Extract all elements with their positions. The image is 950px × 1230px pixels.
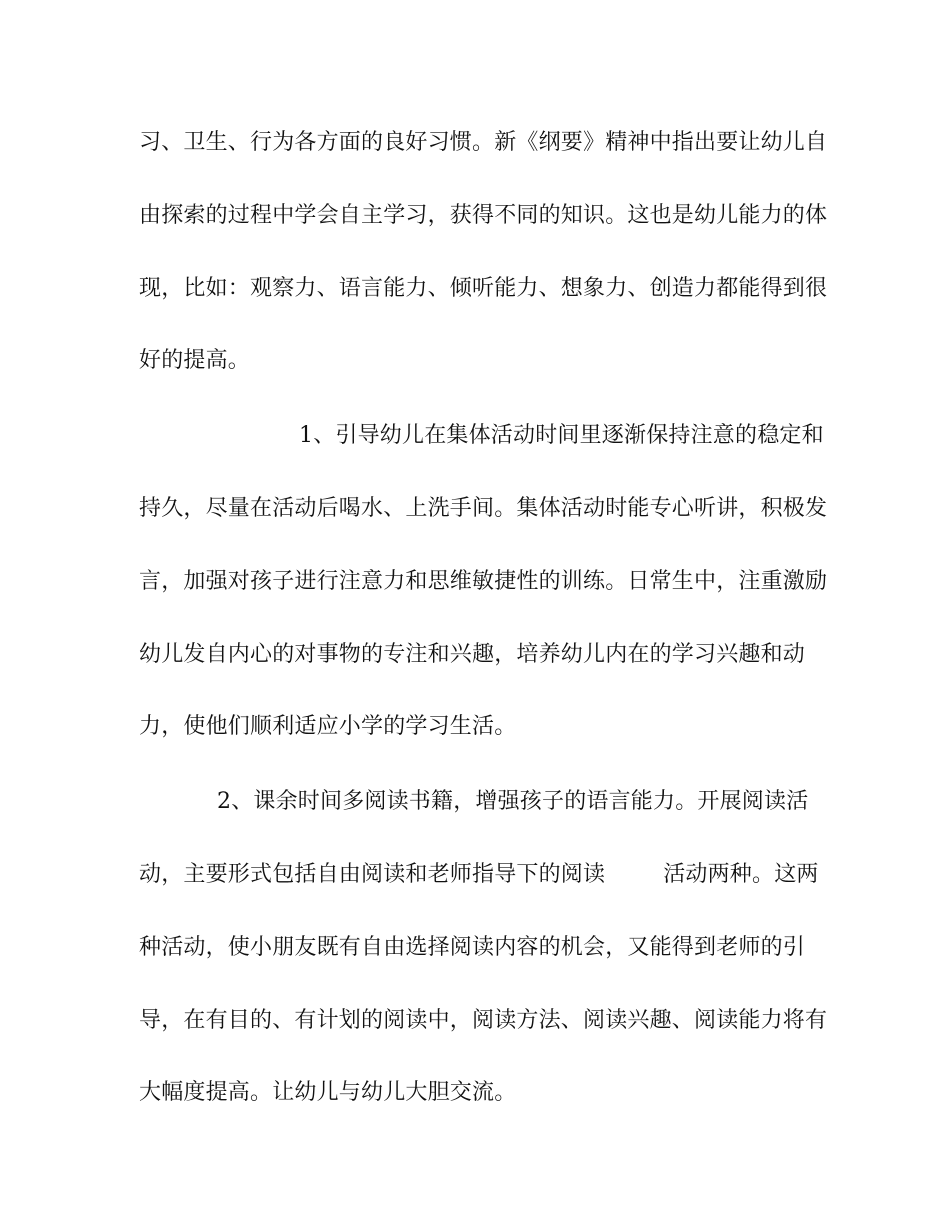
text-line: 习、卫生、行为各方面的良好习惯。新《纲要》精神中指出要让幼儿自: [139, 130, 828, 155]
text-line: 大幅度提高。让幼儿与幼儿大胆交流。: [139, 1080, 517, 1105]
text-line: 持久，尽量在活动后喝水、上洗手间。集体活动时能专心听讲，积极发: [139, 496, 828, 521]
text-line: 种活动，使小朋友既有自由选择阅读内容的机会，又能得到老师的引: [139, 935, 806, 960]
text-line: 幼儿发自内心的对事物的专注和兴趣，培养幼儿内在的学习兴趣和动: [139, 642, 806, 667]
text-line: 由探索的过程中学会自主学习，获得不同的知识。这也是幼儿能力的体: [139, 203, 828, 228]
text-line: 1、引导幼儿在集体活动时间里逐渐保持注意的稳定和: [299, 423, 824, 448]
text-line: 好的提高。: [139, 348, 251, 373]
text-line: 2、课余时间多阅读书籍，增强孩子的语言能力。开展阅读活: [217, 789, 809, 814]
text-segment: 活动两种。这两: [663, 862, 819, 887]
text-line: 导，在有目的、有计划的阅读中，阅读方法、阅读兴趣、阅读能力将有: [139, 1008, 828, 1033]
text-segment: 动，主要形式包括自由阅读和老师指导下的阅读: [139, 862, 606, 887]
text-line: 现，比如：观察力、语言能力、倾听能力、想象力、创造力都能得到很: [139, 276, 828, 301]
text-line: 言，加强对孩子进行注意力和思维敏捷性的训练。日常生中，注重激励: [139, 569, 828, 594]
text-line-split: [139, 860, 819, 890]
text-line: 力，使他们顺利适应小学的学习生活。: [139, 714, 517, 739]
